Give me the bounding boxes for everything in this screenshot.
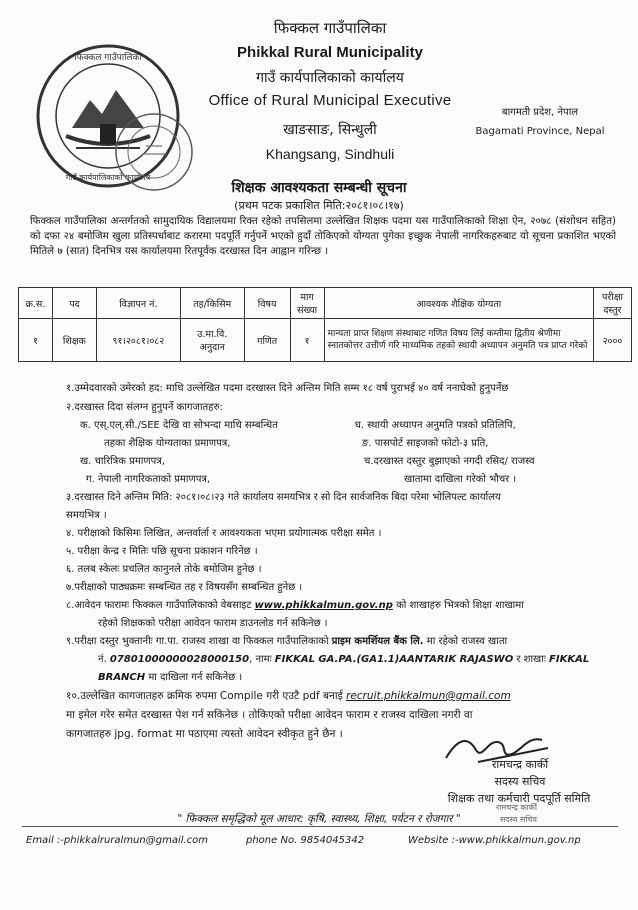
point-fee-branch-rest: मा दाखिला गर्न सकिनेछ । — [145, 672, 243, 683]
header-office-en: Office of Rural Municipal Executive — [208, 92, 452, 109]
point-email-text: १०.उल्लेखित कागजातहरु क्रमिक रुपमा Compile गरी एउटै pdf बनाई — [66, 690, 347, 702]
point-syllabus: ७.परीक्षाको पाठ्यक्रमः सम्बन्धित तह र विषयसँग सम्बन्धित हुनेछ । — [66, 582, 303, 593]
point-doc-a-cont: तहका शैक्षिक योग्यताका प्रमाणपत्र, — [104, 438, 231, 449]
table-header-cell: आवश्यक शैक्षिक योग्यता — [324, 288, 593, 319]
notice-title: शिक्षक आवश्यकता सम्बन्धी सूचना — [231, 180, 407, 196]
table-header-cell: विषय — [244, 288, 290, 319]
header-municipality-en: Phikkal Rural Municipality — [237, 44, 423, 61]
point-fee-branch — [98, 671, 242, 684]
branch-name: FIKKAL — [549, 654, 590, 665]
point-exam-centre: ५. परीक्षा केन्द्र र मितिः पछि सूचना प्रकाशन गरिनेछ । — [66, 546, 258, 557]
branch-name-cont: BRANCH — [98, 672, 146, 683]
point-fee-payment — [66, 635, 507, 648]
point-age-limit: १.उम्मेदवारको उमेरको हद: माथि उल्लेखित पदमा दरखास्त दिने अन्तिम मिति सम्म १८ वर्ष पुराभई ४० वर्ष ननाघेको हुनुपर्नेछ — [66, 383, 509, 394]
point-documents-heading: २.दरखास्त दिदा संलग्न हुनुपर्ने कागजातहरु: — [66, 402, 223, 413]
table-header-cell: माग संख्या — [290, 288, 324, 319]
account-name-label: , नामः — [249, 654, 275, 665]
point-doc-f-cont: खातामा दाखिला गरेको भौचर । — [404, 474, 517, 485]
province-en: Bagamati Province, Nepal — [475, 126, 605, 137]
point-application-form — [66, 599, 524, 612]
point-email-cont2: कागजातहरु jpg. format मा पठाएमा त्यस्तो आवेदन स्वीकृत हुने छैन । — [66, 728, 343, 740]
table-cell: गणित — [244, 319, 290, 362]
table-cell: १ — [19, 319, 53, 362]
header-office-np: गाउँ कार्यपालिकाको कार्यालय — [256, 70, 404, 86]
seal-text-top: फिक्कल गाउँपालिका — [74, 53, 142, 63]
point-doc-d: घ. स्थायी अध्यापन अनुमति पत्रको प्रतिलिपि, — [355, 420, 516, 431]
point-doc-a: क. एस्.एल्.सी./SEE देखि वा सोभन्दा माथि सम्बन्धित — [80, 420, 278, 431]
point-fee-account — [98, 653, 589, 666]
footer-phone: phone No. 9854045342 — [246, 835, 365, 846]
table-row — [19, 319, 632, 362]
footer-motto: " फिक्कल समृद्धिको मूल आधार: कृषि, स्वास्थ्य, शिक्षा, पर्यटन र रोजगार " — [177, 813, 461, 825]
recruit-email-link[interactable]: recruit.phikkalmun@gmail.com — [346, 690, 511, 702]
header-address-np: खाङसाङ, सिन्धुली — [283, 122, 377, 138]
point-doc-f: च.दरखास्त दस्तुर बुझाएको नगदी रसिद/ राजस्व — [364, 456, 535, 467]
point-deadline: ३.दरखास्त दिने अन्तिम मिति: २०८१।०८।२३ गते कार्यालय समयभित्र र सो दिन सार्वजनिक बिदा परेमा भोलिपल्ट कार्यालय — [66, 492, 501, 503]
table-cell: २००० — [593, 319, 631, 362]
account-name: FIKKAL GA.PA.(GA1.1)AANTARIK RAJASWO — [274, 654, 514, 665]
table-cell: शिक्षक — [52, 319, 96, 362]
point-doc-b: ख. चारित्रिक प्रमाणपत्र, — [80, 456, 165, 467]
notice-subtitle: (प्रथम पटक प्रकाशित मिति:२०८१।०८।१७) — [234, 199, 404, 212]
point-application-form-cont: रहेको शिक्षककाे परीक्षा आवेदन फाराम डाउनलोड गर्न सकिनेछ । — [98, 618, 328, 629]
account-prefix: नं. — [98, 654, 110, 665]
point-doc-c: ग. नेपाली नागरिकताको प्रमाणपत्र, — [86, 474, 211, 485]
province-np: बागमती प्रदेश, नेपाल — [501, 107, 579, 118]
table-header-cell: क्र.स. — [19, 288, 53, 319]
table-header-cell: पद — [52, 288, 96, 319]
point-salary: ६. तलब स्केलः प्रचलित कानुनले तोके बमोजिम हुनेछ । — [66, 564, 262, 575]
stamp-name: रामचन्द्र कार्की — [496, 803, 537, 812]
notice-intro: फिक्कल गाउँपालिका अन्तर्गतको सामुदायिक विद्यालयमा रिक्त रहेको तपसिलमा उल्लेखित शिक्षक पदमा यस गाउँपालिकाको शिक्षा ऐन, २०७८ (संशोधन सहित) को दफा २४ बमोजिम खुला प्रतिस्पर्धाबाट करारमा पदपूर्ति गर्नुपर्ने भएको हुदाँ तोकिएको योग्यता पुगेका इच्छुक नेपाली नागरिकहरुबाट यो सूचना प्रकाशित भएको मितिले ७ (सात) दिनभित्र यस कार्यालयमा रितपूर्वक दरखास्त दिन आह्वान गरिन्छ । — [30, 216, 616, 257]
point-deadline-cont: समयभित्र । — [66, 510, 107, 521]
stamp-post: सदस्य सचिव — [500, 815, 537, 824]
point-email-cont: मा इमेल गरेर समेत दरखास्त पेश गर्न सकिनेछ । तोकिएको परीक्षा आवेदन फाराम र राजस्व दाखिला नगरी वा — [66, 709, 473, 721]
signatory-committee: शिक्षक तथा कर्मचारी पदपूर्ति समिति — [447, 792, 591, 805]
footer-divider — [22, 826, 618, 827]
footer-email: Email :-phikkalruralmun@gmail.com — [26, 835, 209, 846]
signatory-name: रामचन्द्र कार्की — [491, 758, 549, 771]
bank-name: प्राइम कमर्शियल बैंक लि. — [331, 636, 424, 647]
vacancy-table — [18, 287, 632, 362]
point-application-form-text: ८.आवेदन फारामः फिक्कल गाउँपालिकाको वेबसाइट — [66, 600, 255, 611]
branch-label: र शाखाः — [513, 654, 550, 665]
table-header-row — [19, 288, 632, 319]
website-link[interactable]: www.phikkalmun.gov.np — [254, 600, 393, 611]
table-header-cell: विज्ञापन नं. — [96, 288, 180, 319]
point-doc-e: ङ. पासपोर्ट साइजको फोटो-३ प्रति, — [362, 438, 489, 449]
table-header-cell: तह/किसिम — [180, 288, 244, 319]
seal-text-bottom: गाउँ कार्यपालिकाको कार्यालय — [65, 173, 151, 182]
header-address-en: Khangsang, Sindhuli — [265, 146, 395, 162]
account-number: 07801000000028000150 — [109, 654, 250, 665]
point-email-submission — [66, 690, 511, 703]
point-fee-payment-text: ९.परीक्षा दस्तुर भुक्तानीः गा.पा. राजस्व शाखा वा फिक्कल गाउँपालिकाको — [66, 636, 332, 647]
table-cell: ९१।२०८१।०८२ — [96, 319, 180, 362]
header-municipality-np: फिक्कल गाउँपालिका — [273, 19, 387, 37]
point-fee-payment-rest: मा रहेको राजस्व खाता — [423, 636, 508, 647]
table-cell: १ — [290, 319, 324, 362]
table-header-cell: परीक्षा दस्तुर — [593, 288, 631, 319]
signatory-post: सदस्य सचिव — [494, 775, 546, 788]
point-exam-type: ४. परीक्षाको किसिमः लिखित, अन्तर्वार्ता र आवश्यकता भएमा प्रयोगात्मक परीक्षा समेत । — [66, 528, 382, 539]
table-cell: उ.मा.वि. अनुदान — [180, 319, 244, 362]
footer-website: Website :-www.phikkalmun.gov.np — [408, 835, 581, 846]
point-application-form-rest: को शाखाहरु भित्रको शिक्षा शाखामा — [392, 600, 524, 611]
table-cell-qualification: मान्यता प्राप्त शिक्षण संस्थाबाट गणित विषय लिई कम्तीमा द्वितीय श्रेणीमा स्नातकोत्तर उत्तीर्ण गरि माध्यमिक तहको स्थायी अध्यापन अनुमति पत्र प्राप्त गरेको — [324, 319, 593, 362]
